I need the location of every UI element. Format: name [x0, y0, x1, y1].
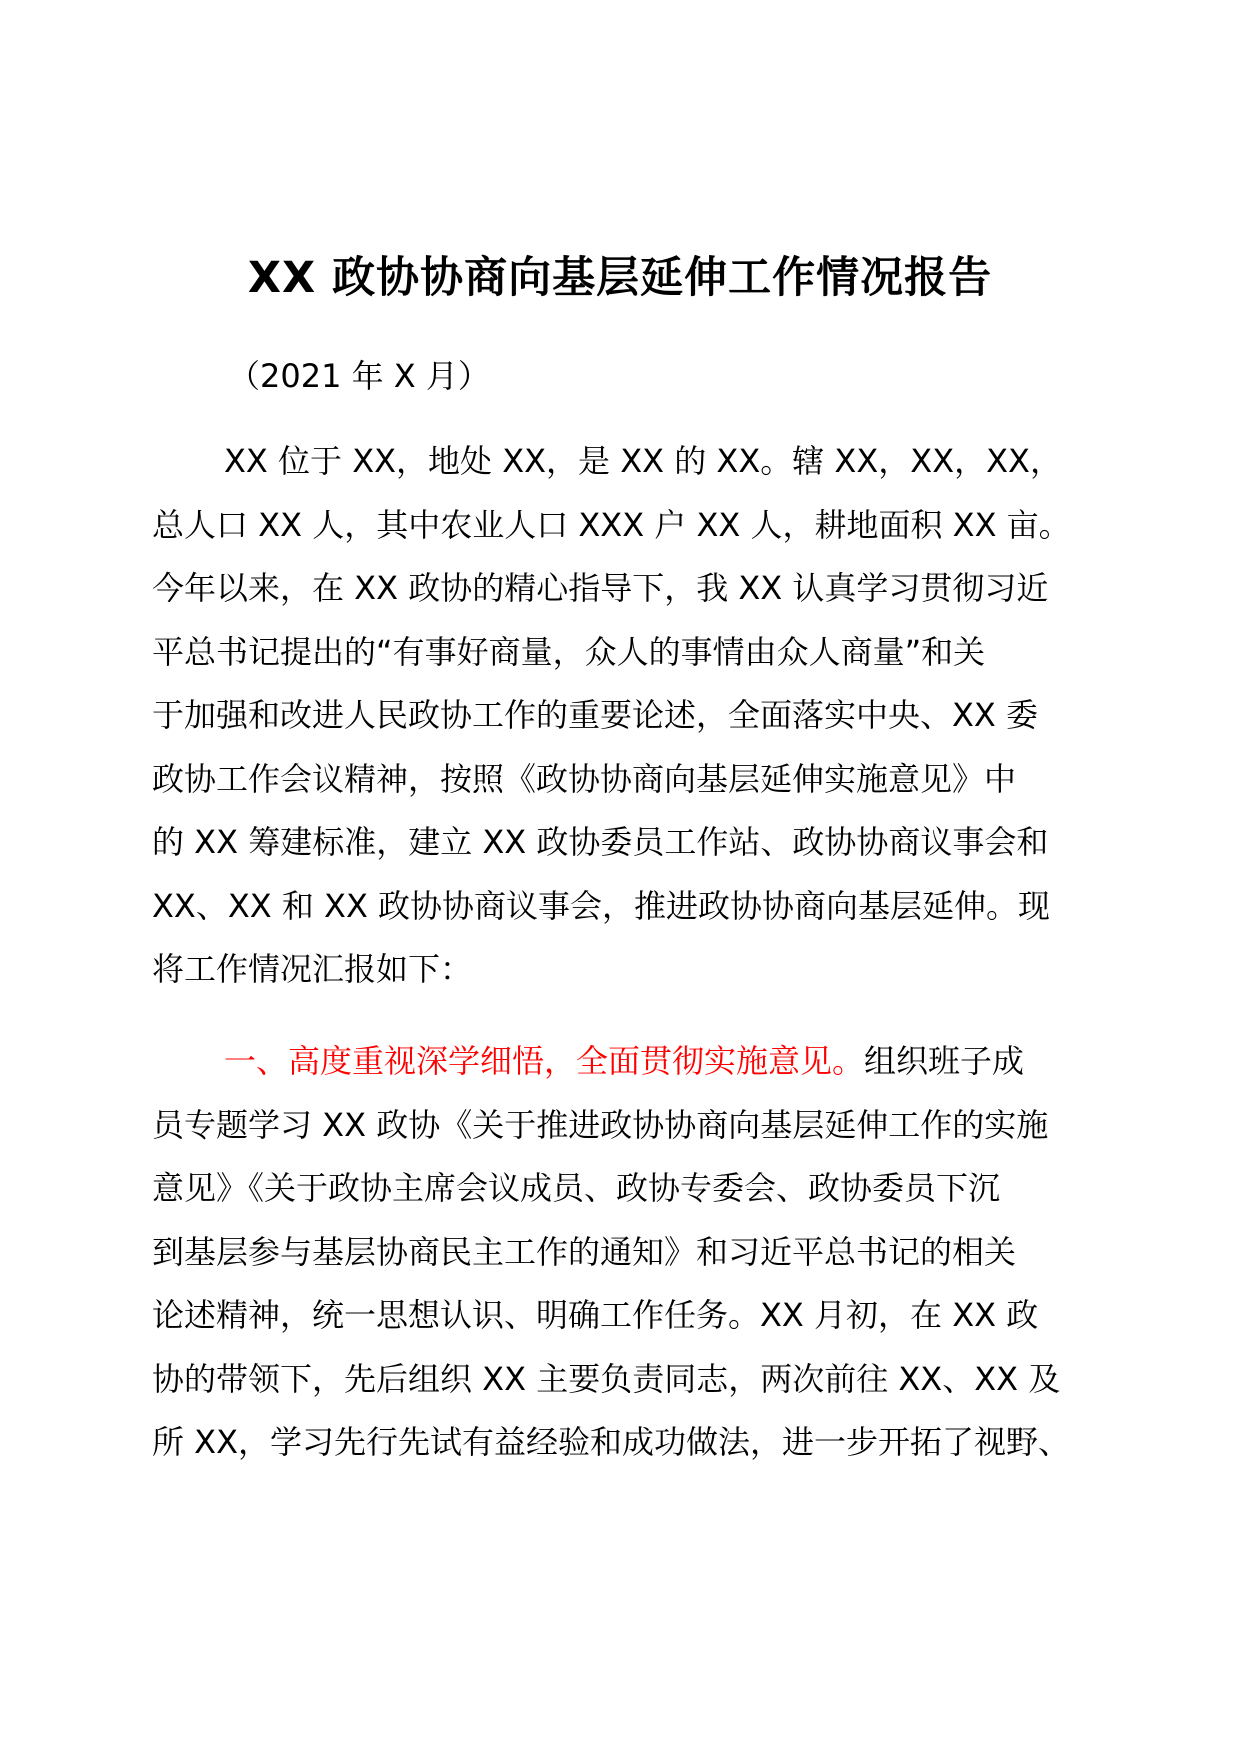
paragraph-line: 总人口 XX 人，其中农业人口 XXX 户 XX 人，耕地面积 XX 亩。 — [152, 505, 1071, 544]
paragraph-line: 到基层参与基层协商民主工作的通知》和习近平总书记的相关 — [152, 1232, 1017, 1271]
paragraph-line: XX 位于 XX，地处 XX，是 XX 的 XX。辖 XX，XX，XX， — [224, 442, 1062, 480]
paragraph-line: 协的带领下，先后组织 XX 主要负责同志，两次前往 XX、XX 及 — [152, 1359, 1061, 1398]
paragraph-line: XX、XX 和 XX 政协协商议事会，推进政协协商向基层延伸。现 — [152, 886, 1051, 925]
paragraph-line: 今年以来，在 XX 政协的精心指导下，我 XX 认真学习贯彻习近 — [152, 569, 1049, 607]
paragraph-text: 组织班子成 — [864, 1042, 1025, 1080]
paragraph-line: 员专题学习 XX 政协《关于推进政协协商向基层延伸工作的实施 — [152, 1105, 1049, 1144]
paragraph-line: 所 XX，学习先行先试有益经验和成功做法，进一步开拓了视野、 — [152, 1423, 1071, 1461]
paragraph-line: 平总书记提出的“有事好商量，众人的事情由众人商量”和关 — [152, 632, 986, 671]
document-title: XX 政协协商向基层延伸工作情况报告 — [247, 253, 993, 303]
paragraph-line: 将工作情况汇报如下： — [152, 950, 473, 988]
paragraph-line: 政协工作会议精神，按照《政协协商向基层延伸实施意见》中 — [152, 759, 1017, 798]
paragraph-line: 于加强和改进人民政协工作的重要论述，全面落实中央、XX 委 — [152, 696, 1039, 734]
document-date: （2021 年 X 月） — [228, 357, 490, 395]
paragraph-section-one — [152, 1030, 1092, 1475]
paragraph-line: 论述精神，统一思想认识、明确工作任务。XX 月初，在 XX 政 — [152, 1296, 1039, 1334]
paragraph-line: 意见》《关于政协主席会议成员、政协专委会、政协委员下沉 — [152, 1169, 1001, 1207]
section-heading: 一、高度重视深学细悟，全面贯彻实施意见。 — [224, 1042, 865, 1080]
paragraph-line-with-heading — [152, 1030, 1092, 1094]
paragraph-line: 的 XX 筹建标准，建立 XX 政协委员工作站、政协协商议事会和 — [152, 823, 1049, 861]
paragraph-intro — [152, 430, 1092, 1002]
